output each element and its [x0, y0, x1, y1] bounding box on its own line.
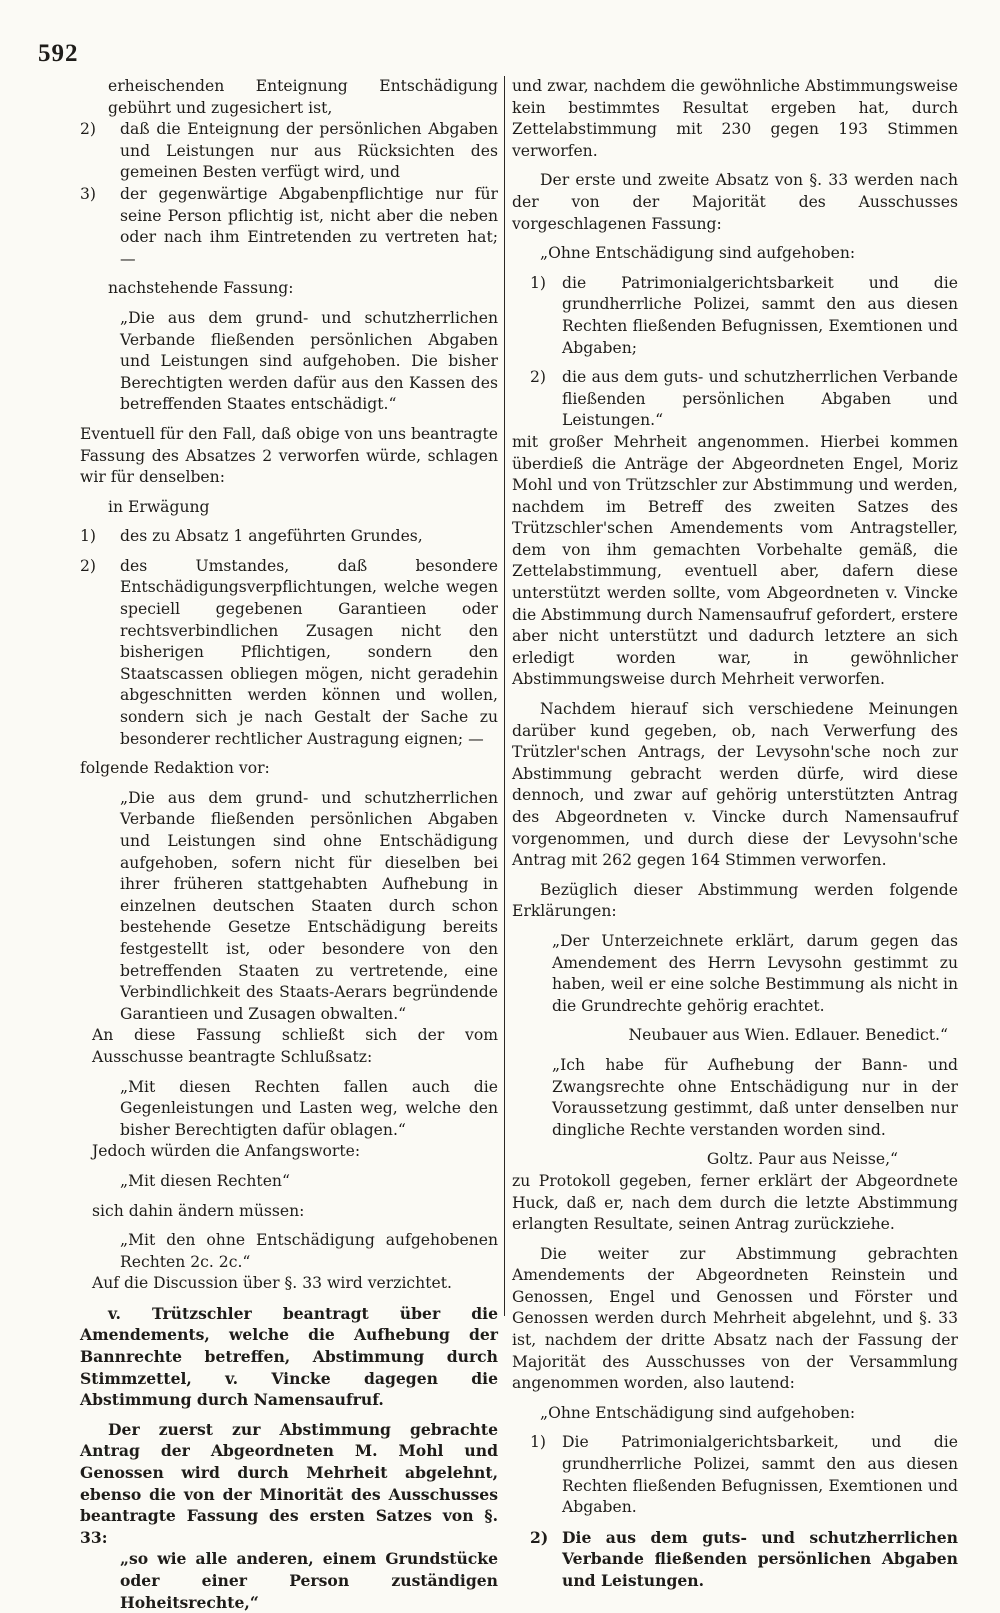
reason-item-1 — [80, 526, 498, 548]
item-number: 2) — [530, 368, 547, 387]
paragraph: Bezüglich dieser Abstimmung werden folgende Erklärungen: — [512, 880, 958, 921]
declaration-quote: „Der Unterzeichnete erklärt, darum gegen das Amendement des Herrn Levysohn gestimmt zu haben, weil er eine solche Bestimmung als nicht in die Grundrechte gehörig erachtet. — [552, 931, 958, 1015]
item-number: 1) — [530, 273, 547, 292]
left-column — [80, 76, 498, 1613]
paragraph: folgende Redaktion vor: — [80, 759, 270, 778]
item-number: 1) — [80, 527, 97, 546]
paragraph: Jedoch würden die Anfangsworte: — [92, 1142, 361, 1161]
paragraph: sich dahin ändern müssen: — [92, 1201, 305, 1220]
item-number: 3) — [80, 184, 97, 203]
reason-item-2 — [80, 556, 498, 750]
item-number: 2) — [80, 556, 97, 575]
declaration-quote: „Ich habe für Aufhebung der Bann- und Zwangsrechte ohne Entschädigung nur in der Voraussetzung gestimmt, daß unter denselben nur dingliche Rechte verstanden worden sind. — [552, 1055, 958, 1139]
column-divider — [504, 76, 505, 1316]
item-number: 2) — [530, 1527, 549, 1547]
right-column — [512, 76, 958, 1592]
abolition-item-1 — [512, 273, 958, 359]
item-number: 1) — [530, 1433, 547, 1452]
paragraph: Nachdem hierauf sich verschiedene Meinungen darüber kund gegeben, ob, nach Verwerfung des Trützler'schen Antrags, der Levysohn'sche noch zur Abstimmung gebracht werden dürfe, wird diese dennoch, und zwar auf gehörig unterstützten Antrag des Abgeordneten v. Vincke durch Namensaufruf vorgenommen, und durch diese der Levysohn'sche Antrag mit 262 gegen 164 Stimmen verworfen. — [512, 700, 958, 870]
item-text: die aus dem guts- und schutzherrlichen Verbande fließenden persönlichen Abgaben und Leistungen.“ — [562, 368, 958, 430]
signatures: Neubauer aus Wien. Edlauer. Benedict.“ — [628, 1026, 948, 1045]
quotation: „Ohne Entschädigung sind aufgehoben: — [540, 244, 856, 263]
final-item-2 — [512, 1527, 958, 1592]
item-text: daß die Enteignung der persönlichen Abgaben und Leistungen nur aus Rücksichten des gemeinen Besten verfügt wird, und — [120, 120, 498, 182]
paragraph: und zwar, nachdem die gewöhnliche Abstimmungsweise kein bestimmtes Resultat ergeben hat, durch Zettelabstimmung mit 230 gegen 193 Stimmen verworfen. — [512, 77, 958, 160]
paragraph: in Erwägung — [108, 497, 210, 516]
quotation: „Mit den ohne Entschädigung aufgehobenen Rechten 2c. 2c.“ — [120, 1231, 498, 1271]
paragraph: v. Trützschler beantragt über die Amendements, welche die Aufhebung der Bannrechte betreffen, Abstimmung durch Stimmzettel, v. Vincke dagegen die Abstimmung durch Namensaufruf. — [80, 1303, 498, 1410]
page-number: 592 — [38, 40, 79, 67]
quotation: „Ohne Entschädigung sind aufgehoben: — [540, 1403, 856, 1422]
quotation: „Mit diesen Rechten fallen auch die Gegenleistungen und Lasten weg, welche den bisher Berechtigten dafür oblagen.“ — [120, 1077, 498, 1139]
item-text: des Umstandes, daß besondere Entschädigungsverpflichtungen, welche wegen speciell gegebenen Garantieen oder rechtsverbindlichen Zusagen nicht den bisherigen Pflichtigen, sondern den Staatscassen obliegen mögen, nicht geradehin abgeschnitten werden können und wollen, sondern sich je nach Gestalt der Sache zu besonderer rechtlicher Austragung eignen; — — [120, 556, 498, 748]
quotation: „Die aus dem grund- und schutzherrlichen Verbande fließenden persönlichen Abgaben und Leistungen sind ohne Entschädigung aufgehoben, sofern nicht für dieselben bei ihrer früheren stattgehabten Aufhebung in einzelnen deutschen Staaten durch schon bestehende Gesetze Entschädigung bereits festgestellt ist, oder besondere von den betreffenden Staaten zu vertretende, eine Verbindlichkeit des Staats-Aerars begründende Garantieen und Zusagen obwalten.“ — [120, 788, 498, 1023]
quotation: „Mit diesen Rechten“ — [120, 1171, 290, 1190]
paragraph: mit großer Mehrheit angenommen. Hierbei kommen überdieß die Anträge der Abgeordneten Engel, Moriz Mohl und von Trützschler zur Abstimmung und werden, nachdem im Betreff des zweiten Satzes des Trützschler'schen Amendements vom Antragsteller, dem von ihm gemachten Vorbehalte gemäß, die Zettelabstimmung, eventuell aber, dafern diese unterstützt werden sollte, vom Abgeordneten v. Vincke die Abstimmung durch Namensaufruf gefordert, erstere aber nicht unterstützt und dadurch letztere an sich erledigt worden war, in gewöhnlicher Abstimmungsweise durch Mehrheit verworfen. — [512, 432, 958, 689]
paragraph: nachstehende Fassung: — [108, 279, 294, 298]
quotation: „so wie alle anderen, einem Grundstücke oder einer Person zuständigen Hoheitsrechte,“ — [120, 1549, 498, 1612]
item-text: Die Patrimonialgerichtsbarkeit, und die grundherrliche Polizei, sammt den aus diesen Rechten fließenden Befugnissen, Exemtionen und Abgaben. — [562, 1433, 958, 1517]
paragraph: Eventuell für den Fall, daß obige von uns beantragte Fassung des Absatzes 2 verworfen würde, schlagen wir für denselben: — [80, 424, 498, 487]
final-item-1 — [512, 1432, 958, 1518]
paragraph: Der erste und zweite Absatz von §. 33 werden nach der von der Majorität des Ausschusses vorgeschlagenen Fassung: — [512, 171, 958, 233]
condition-item-2 — [80, 119, 498, 184]
paragraph: zu Protokoll gegeben, ferner erklärt der Abgeordnete Huck, daß er, nach dem durch die letzte Abstimmung erlangten Resultate, seinen Antrag zurückziehe. — [512, 1171, 958, 1234]
abolition-item-2 — [512, 367, 958, 432]
continuation-text: erheischenden Enteignung Entschädigung gebührt und zugesichert ist, — [108, 77, 498, 117]
quotation: „Die aus dem grund- und schutzherrlichen Verbande fließenden persönlichen Abgaben und Leistungen sind aufgehoben. Die bisher Berechtigten werden dafür aus den Kassen des betreffenden Staates entschädigt.“ — [120, 308, 498, 414]
item-text: des zu Absatz 1 angeführten Grundes, — [120, 527, 423, 546]
paragraph: Die weiter zur Abstimmung gebrachten Amendements der Abgeordneten Reinstein und Genossen, Engel und Genossen und Förster und Genossen werden durch Mehrheit abgelehnt, und §. 33 ist, nachdem der dritte Absatz nach der Fassung der Majorität des Ausschusses von der Versammlung angenommen worden, also lautend: — [512, 1244, 958, 1393]
item-text: die Patrimonialgerichtsbarkeit und die grundherrliche Polizei, sammt den aus diesen Rechten fließenden Befugnissen, Exemtionen und Abgaben; — [562, 273, 958, 357]
condition-item-3 — [80, 184, 498, 270]
paragraph: Auf die Discussion über §. 33 wird verzichtet. — [92, 1274, 452, 1293]
signatures: Goltz. Paur aus Neisse,“ — [706, 1150, 898, 1169]
item-text: Die aus dem guts- und schutzherrlichen Verbande fließenden persönlichen Abgaben und Leistungen. — [562, 1527, 958, 1590]
item-text: der gegenwärtige Abgabenpflichtige nur für seine Person pflichtig ist, nicht aber die neben oder nach ihm Eintretenden zu vertreten hat; — — [120, 184, 498, 268]
paragraph: Der zuerst zur Abstimmung gebrachte Antrag der Abgeordneten M. Mohl und Genossen wird durch Mehrheit abgelehnt, ebenso die von der Minorität des Ausschusses beantragte Fassung des ersten Satzes von §. 33: — [80, 1419, 498, 1547]
paragraph: An diese Fassung schließt sich der vom Ausschusse beantragte Schlußsatz: — [92, 1026, 498, 1066]
item-number: 2) — [80, 120, 97, 139]
